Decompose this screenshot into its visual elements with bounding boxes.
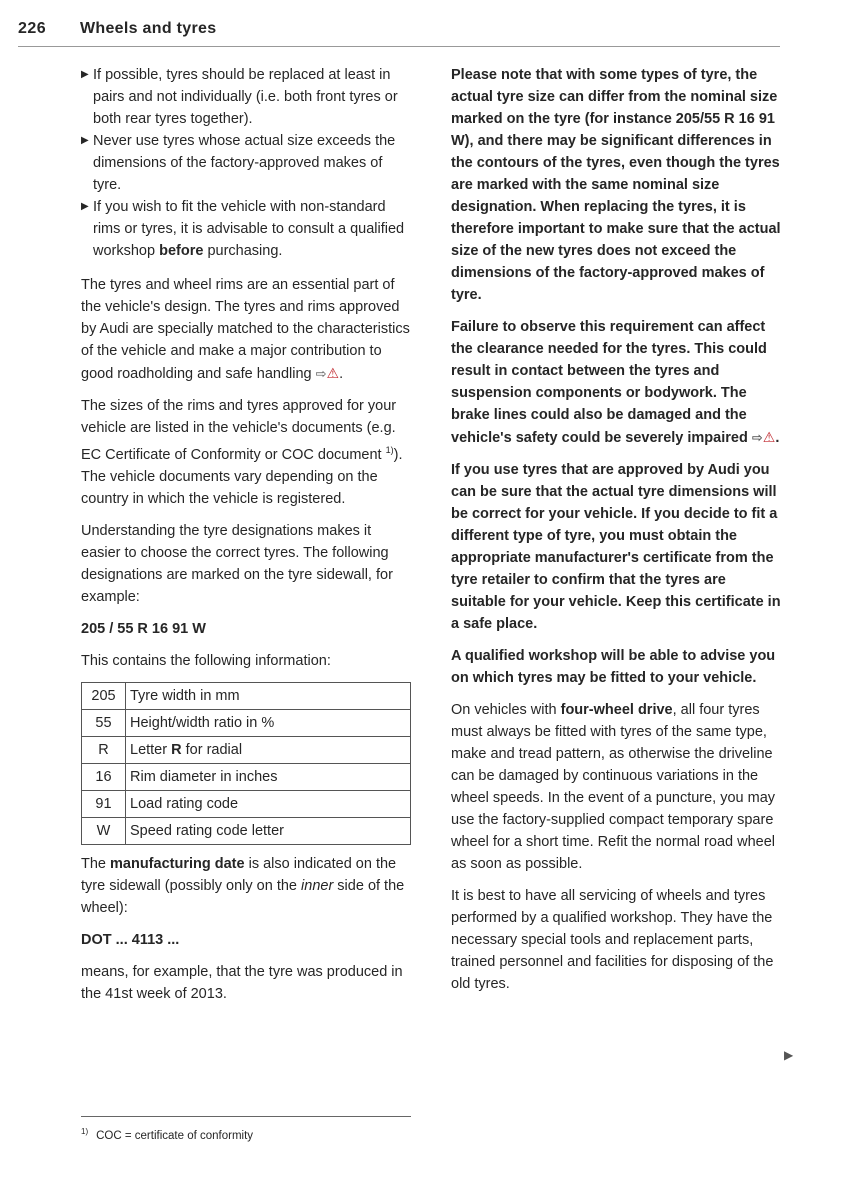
table-row: R Letter R for radial [82, 736, 411, 763]
paragraph: The manufacturing date is also indicated on the tyre sidewall (possibly only on the inner side of the wheel): [81, 855, 405, 916]
paragraph: Failure to observe this requirement can affect the clearance needed for the tyres. This could result in contact between the tyres and suspension components or bodywork. The brake lines could also be damaged and the vehicle's safety could be severely impaired ⇨⚠. [451, 319, 780, 446]
paragraph: A qualified workshop will be able to advise you on which tyres may be fitted to your vehicle. [451, 648, 776, 686]
footnote-marker: 1) [81, 1127, 89, 1136]
warning-triangle-icon: ⚠ [326, 365, 340, 381]
list-item: ▶ Never use tyres whose actual size exceeds the dimensions of the factory-approved makes of tyre. [81, 130, 411, 196]
dot-code: DOT ... 4113 ... [81, 931, 180, 948]
bullet-icon: ▶ [81, 201, 89, 212]
list-item: ▶ If possible, tyres should be replaced at least in pairs and not individually (i.e. both front tyres or both rear tyres together). [81, 64, 411, 130]
footnote-text: COC = certificate of conformity [96, 1129, 254, 1142]
table-row: W Speed rating code letter [82, 817, 411, 844]
arrow-right-icon: ⇨ [315, 366, 327, 381]
warning-triangle-icon: ⚠ [762, 429, 776, 445]
paragraph: It is best to have all servicing of wheels and tyres performed by a qualified workshop. They have the necessary special tools and replacement parts, trained personnel and facilities for disposing of the old tyres. [451, 888, 774, 992]
warning-reference-link[interactable] [316, 366, 339, 382]
section-title: Wheels and tyres [80, 20, 217, 37]
paragraph: On vehicles with four-wheel drive, all four tyres must always be fitted with tyres of the same type, make and tread pattern, as otherwise the driveline can be damaged by continuous variations in the wheel speeds. In the event of a puncture, you may use the factory-supplied compact temporary spare wheel for a short time. Refit the normal road wheel as soon as possible. [451, 702, 776, 872]
table-row: 55 Height/width ratio in % [82, 709, 411, 736]
bullet-list [81, 64, 411, 262]
footnote-ref[interactable]: 1) [385, 445, 394, 455]
paragraph: The tyres and wheel rims are an essential part of the vehicle's design. The tyres and rims approved by Audi are specially matched to the characteristics of the vehicle and make a major contribution to good roadholding and safe handling ⇨⚠. [81, 277, 410, 382]
table-row: 91 Load rating code [82, 790, 411, 817]
bullet-icon: ▶ [81, 69, 89, 80]
page-number: 226 [18, 20, 47, 37]
list-item: ▶ If you wish to fit the vehicle with non-standard rims or tyres, it is advisable to consult a qualified workshop before purchasing. [81, 196, 411, 262]
tyre-code-table [81, 682, 411, 845]
example-code: 205 / 55 R 16 91 W [81, 620, 206, 637]
footnote-divider [81, 1116, 411, 1117]
paragraph: means, for example, that the tyre was produced in the 41st week of 2013. [81, 963, 403, 1002]
bullet-icon: ▶ [81, 135, 89, 146]
footnote [81, 1127, 253, 1142]
warning-reference-link[interactable] [752, 430, 775, 446]
paragraph: Please note that with some types of tyre, the actual tyre size can differ from the nominal size marked on the tyre (for instance 205/55 R 16 91 W), and there may be significant differences in the contours of the tyres, even though the tyres are marked with the same nominal size designation. When replacing the tyres, it is therefore important to make sure that the actual size of the new tyres does not exceed the dimensions of the factory-approved makes of tyre. [451, 67, 781, 303]
left-column [81, 64, 411, 1015]
paragraph: If you use tyres that are approved by Audi you can be sure that the actual tyre dimensions will be correct for your vehicle. If you decide to fit a different type of tyre, you must obtain the appropriate manufacturer's certificate from the tyre retailer to confirm that the tyres are suitable for your vehicle. Keep this certificate in a safe place. [451, 462, 781, 632]
paragraph: The sizes of the rims and tyres approved for your vehicle are listed in the vehicle's documents (e.g. EC Certificate of Conformity or COC document $^{1)}$). The vehicle documents vary depending on the country in which the vehicle is registered. [81, 398, 403, 507]
arrow-right-icon: ⇨ [751, 430, 763, 445]
page-header [18, 18, 780, 47]
paragraph: Understanding the tyre designations makes it easier to choose the correct tyres. The following designations are marked on the tyre sidewall, for example: [81, 522, 393, 605]
table-row: 205 Tyre width in mm [82, 682, 411, 709]
next-page-icon[interactable]: ▶ [784, 1048, 794, 1062]
paragraph: This contains the following information: [81, 652, 331, 669]
table-row: 16 Rim diameter in inches [82, 763, 411, 790]
right-column [451, 64, 781, 1005]
